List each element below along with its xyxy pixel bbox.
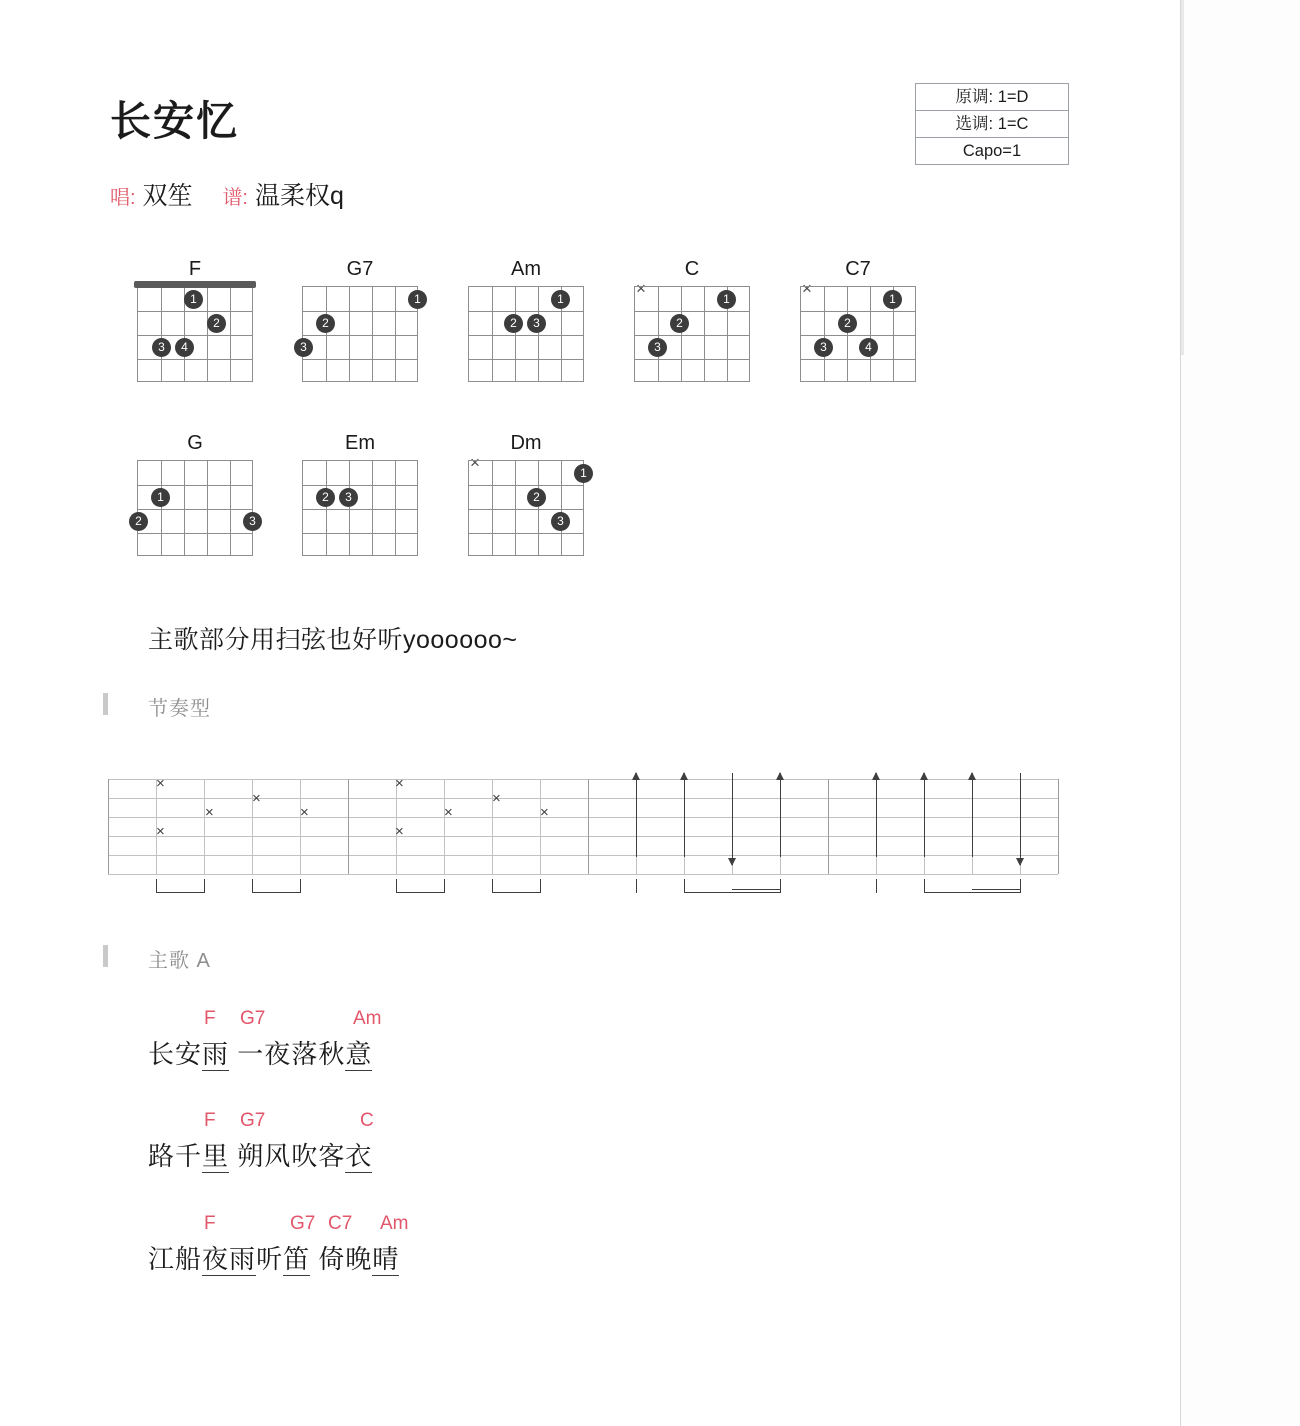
chord-diagram-f	[137, 258, 253, 388]
chord-label: Am	[380, 1213, 409, 1234]
chord-name: Am	[511, 258, 541, 280]
section-label: 主歌 A	[148, 950, 211, 972]
mute-stroke: ×	[300, 804, 309, 821]
chord-label: G7	[240, 1110, 266, 1131]
beam	[252, 879, 301, 893]
beam	[636, 879, 637, 893]
chord-diagram-c	[634, 258, 750, 388]
finger-dot: 2	[316, 314, 335, 333]
chord-name: Em	[345, 432, 375, 454]
finger-dot: 2	[838, 314, 857, 333]
selected-key: 选调: 1=C	[916, 111, 1068, 138]
section-marker	[103, 693, 108, 715]
down-strum-arrow	[732, 773, 733, 865]
fretboard-grid	[302, 286, 418, 382]
chord-label: C7	[328, 1213, 353, 1234]
finger-dot: 1	[408, 290, 427, 309]
mute-stroke: ×	[540, 804, 549, 821]
arranger-label: 谱:	[222, 187, 248, 209]
mute-stroke: ×	[492, 790, 501, 807]
beam	[156, 879, 205, 893]
finger-dot: 3	[814, 338, 833, 357]
chord-diagram-c7	[800, 258, 916, 388]
fretboard-grid	[137, 460, 253, 556]
rhythm-notation-staff	[108, 775, 1058, 874]
section-header-rhythm	[148, 692, 211, 721]
lyric-line-3	[148, 1213, 409, 1277]
chord-label: G7	[240, 1008, 266, 1029]
finger-dot: 2	[670, 314, 689, 333]
up-strum-arrow	[780, 773, 781, 857]
chord-label: F	[204, 1008, 216, 1029]
lyric-content: 路千里 朔风吹客衣	[148, 1141, 373, 1171]
chord-diagram-g7	[300, 258, 421, 388]
byline	[110, 176, 344, 212]
muted-string-mark: ×	[636, 279, 646, 298]
finger-dot: 3	[648, 338, 667, 357]
finger-dot: 2	[504, 314, 523, 333]
chord-name: C7	[845, 258, 871, 280]
mute-stroke: ×	[395, 823, 404, 840]
mute-stroke: ×	[252, 790, 261, 807]
mute-stroke: ×	[395, 775, 404, 792]
finger-dot: 3	[527, 314, 546, 333]
finger-dot: 1	[574, 464, 593, 483]
finger-dot: 4	[859, 338, 878, 357]
lyric-content: 长安雨 一夜落秋意	[148, 1039, 373, 1069]
finger-dot: 3	[294, 338, 313, 357]
arranger-name: 温柔权q	[254, 182, 344, 210]
key-info-box	[915, 83, 1069, 165]
mute-stroke: ×	[205, 804, 214, 821]
chord-diagram-am	[468, 258, 584, 388]
finger-dot: 3	[551, 512, 570, 531]
barre-nut	[134, 281, 256, 288]
chord-name: G	[187, 432, 203, 454]
down-strum-arrow	[1020, 773, 1021, 865]
finger-dot: 1	[551, 290, 570, 309]
chord-diagram-dm	[468, 432, 587, 562]
finger-dot: 3	[339, 488, 358, 507]
finger-dot: 4	[175, 338, 194, 357]
up-strum-arrow	[876, 773, 877, 857]
right-margin-pane	[1181, 0, 1300, 1426]
chord-name: Dm	[510, 432, 542, 454]
section-label: 节奏型	[148, 698, 211, 720]
finger-dot: 1	[717, 290, 736, 309]
chord-label: F	[204, 1110, 216, 1131]
chord-diagram-em	[302, 432, 418, 562]
lyric-content: 江船夜雨听笛 倚晚晴	[148, 1244, 400, 1274]
chord-label: C	[360, 1110, 374, 1131]
page-title: 长安忆	[110, 98, 239, 144]
finger-dot: 3	[243, 512, 262, 531]
chord-row	[148, 1110, 372, 1136]
singer-name: 双笙	[142, 182, 193, 210]
finger-dot: 2	[129, 512, 148, 531]
lyric-text	[148, 1136, 372, 1174]
lyric-text	[148, 1034, 372, 1072]
fretboard-grid	[302, 460, 418, 556]
lyric-line-2	[148, 1110, 372, 1174]
singer-label: 唱:	[110, 187, 136, 209]
chord-diagram-g	[135, 432, 256, 562]
up-strum-arrow	[636, 773, 637, 857]
lyric-text	[148, 1239, 399, 1277]
play-tip-text: 主歌部分用扫弦也好听yoooooo~	[148, 626, 518, 654]
mute-stroke: ×	[156, 823, 165, 840]
muted-string-mark: ×	[470, 453, 480, 472]
section-marker	[103, 945, 108, 967]
beam	[684, 879, 781, 893]
chord-label: F	[204, 1213, 216, 1234]
fretboard-grid	[468, 460, 584, 556]
capo-value: Capo=1	[962, 142, 1022, 160]
up-strum-arrow	[972, 773, 973, 857]
page-edge-shadow	[1181, 0, 1184, 355]
beam	[924, 879, 1021, 893]
muted-string-mark: ×	[802, 279, 812, 298]
finger-dot: 2	[527, 488, 546, 507]
finger-dot: 1	[184, 290, 203, 309]
chord-name: F	[188, 258, 202, 280]
chord-label: Am	[353, 1008, 382, 1029]
beam	[876, 879, 877, 893]
finger-dot: 1	[151, 488, 170, 507]
section-header-verse-a	[148, 944, 211, 973]
chord-label: G7	[290, 1213, 316, 1234]
beam-secondary	[732, 889, 780, 890]
beam	[492, 879, 541, 893]
finger-dot: 2	[316, 488, 335, 507]
chord-row	[148, 1213, 409, 1239]
chord-row	[148, 1008, 382, 1034]
up-strum-arrow	[924, 773, 925, 857]
beam	[396, 879, 445, 893]
finger-dot: 1	[883, 290, 902, 309]
beam-secondary	[972, 889, 1020, 890]
lyric-line-1	[148, 1008, 382, 1072]
mute-stroke: ×	[444, 804, 453, 821]
original-key: 原调: 1=D	[916, 84, 1068, 111]
mute-stroke: ×	[156, 775, 165, 792]
finger-dot: 3	[152, 338, 171, 357]
up-strum-arrow	[684, 773, 685, 857]
chord-name: C	[684, 258, 700, 280]
chord-name: G7	[346, 258, 374, 280]
finger-dot: 2	[207, 314, 226, 333]
